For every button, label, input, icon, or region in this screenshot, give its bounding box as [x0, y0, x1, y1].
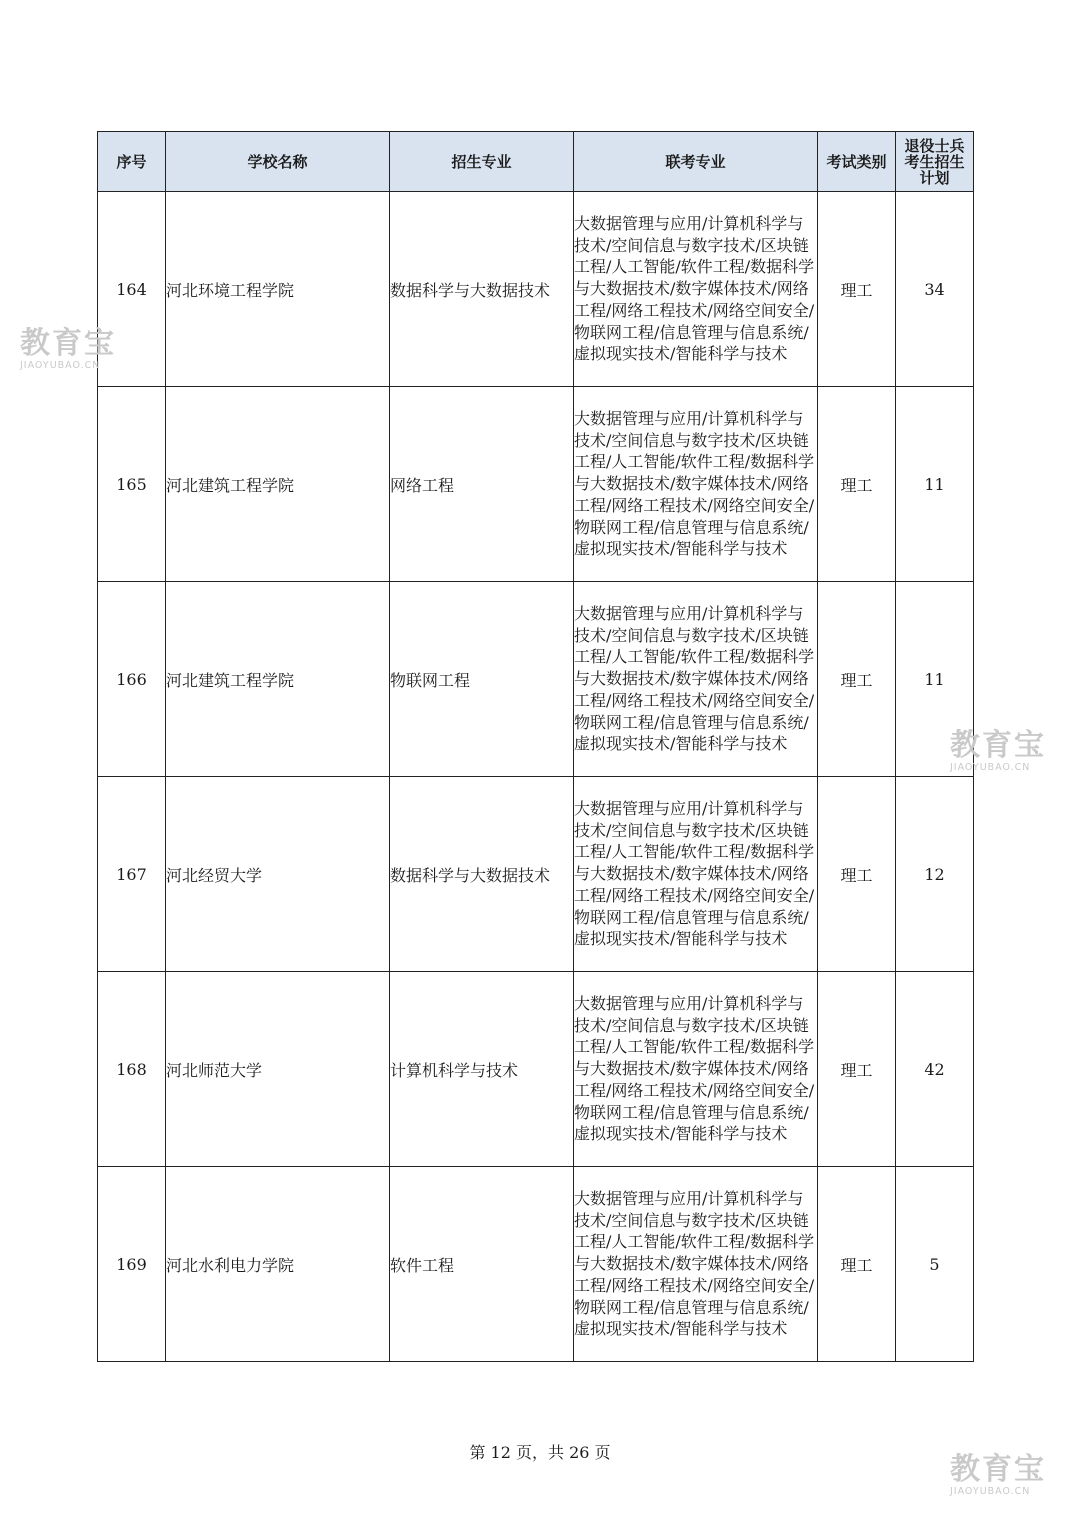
- row-joint-major: 大数据管理与应用/计算机科学与技术/空间信息与数字技术/区块链工程/人工智能/软件工程/数据科学与大数据技术/数字媒体技术/网络工程/网络工程技术/网络空间安全/物联网工程/信息管理与信息系统/虚拟现实技术/智能科学与技术: [574, 387, 818, 582]
- row-quota: 5: [896, 1167, 974, 1362]
- row-quota: 42: [896, 972, 974, 1167]
- row-exam-type: 理工: [818, 777, 896, 972]
- row-quota: 12: [896, 777, 974, 972]
- row-school: 河北建筑工程学院: [166, 582, 390, 777]
- table-row: [98, 777, 974, 972]
- row-joint-major: 大数据管理与应用/计算机科学与技术/空间信息与数字技术/区块链工程/人工智能/软件工程/数据科学与大数据技术/数字媒体技术/网络工程/网络工程技术/网络空间安全/物联网工程/信息管理与信息系统/虚拟现实技术/智能科学与技术: [574, 1167, 818, 1362]
- watermark-logo: 教育宝 JIAOYUBAO.CN: [950, 1452, 1046, 1497]
- row-no: 168: [98, 972, 166, 1167]
- row-school: 河北师范大学: [166, 972, 390, 1167]
- row-joint-major: 大数据管理与应用/计算机科学与技术/空间信息与数字技术/区块链工程/人工智能/软件工程/数据科学与大数据技术/数字媒体技术/网络工程/网络工程技术/网络空间安全/物联网工程/信息管理与信息系统/虚拟现实技术/智能科学与技术: [574, 192, 818, 387]
- row-no: 165: [98, 387, 166, 582]
- table-row: [98, 192, 974, 387]
- row-quota: 11: [896, 582, 974, 777]
- row-major: 数据科学与大数据技术: [390, 192, 574, 387]
- row-major: 物联网工程: [390, 582, 574, 777]
- row-joint-major: 大数据管理与应用/计算机科学与技术/空间信息与数字技术/区块链工程/人工智能/软件工程/数据科学与大数据技术/数字媒体技术/网络工程/网络工程技术/网络空间安全/物联网工程/信息管理与信息系统/虚拟现实技术/智能科学与技术: [574, 777, 818, 972]
- row-no: 166: [98, 582, 166, 777]
- table-row: [98, 387, 974, 582]
- table-header-row: [98, 132, 974, 192]
- header-exam-type: 考试类别: [818, 132, 896, 192]
- row-joint-major: 大数据管理与应用/计算机科学与技术/空间信息与数字技术/区块链工程/人工智能/软件工程/数据科学与大数据技术/数字媒体技术/网络工程/网络工程技术/网络空间安全/物联网工程/信息管理与信息系统/虚拟现实技术/智能科学与技术: [574, 582, 818, 777]
- row-school: 河北水利电力学院: [166, 1167, 390, 1362]
- row-quota: 11: [896, 387, 974, 582]
- header-major: 招生专业: [390, 132, 574, 192]
- row-exam-type: 理工: [818, 387, 896, 582]
- page-number: 第 12 页，共 26 页: [469, 1443, 611, 1462]
- row-joint-major: 大数据管理与应用/计算机科学与技术/空间信息与数字技术/区块链工程/人工智能/软件工程/数据科学与大数据技术/数字媒体技术/网络工程/网络工程技术/网络空间安全/物联网工程/信息管理与信息系统/虚拟现实技术/智能科学与技术: [574, 972, 818, 1167]
- row-school: 河北环境工程学院: [166, 192, 390, 387]
- row-exam-type: 理工: [818, 582, 896, 777]
- table-row: [98, 582, 974, 777]
- enrollment-plan-table: [97, 131, 974, 1362]
- row-no: 169: [98, 1167, 166, 1362]
- row-major: 网络工程: [390, 387, 574, 582]
- row-major: 数据科学与大数据技术: [390, 777, 574, 972]
- row-exam-type: 理工: [818, 1167, 896, 1362]
- header-veteran-quota: 退役士兵考生招生计划: [896, 132, 974, 192]
- header-no: 序号: [98, 132, 166, 192]
- row-quota: 34: [896, 192, 974, 387]
- row-school: 河北经贸大学: [166, 777, 390, 972]
- row-major: 计算机科学与技术: [390, 972, 574, 1167]
- row-major: 软件工程: [390, 1167, 574, 1362]
- row-school: 河北建筑工程学院: [166, 387, 390, 582]
- row-no: 164: [98, 192, 166, 387]
- header-joint-major: 联考专业: [574, 132, 818, 192]
- watermark-logo: 教育宝 JIAOYUBAO.CN: [950, 728, 1046, 773]
- row-exam-type: 理工: [818, 192, 896, 387]
- table-row: [98, 972, 974, 1167]
- table-row: [98, 1167, 974, 1362]
- row-no: 167: [98, 777, 166, 972]
- header-school: 学校名称: [166, 132, 390, 192]
- row-exam-type: 理工: [818, 972, 896, 1167]
- watermark-logo: 教育宝 JIAOYUBAO.CN: [20, 326, 116, 371]
